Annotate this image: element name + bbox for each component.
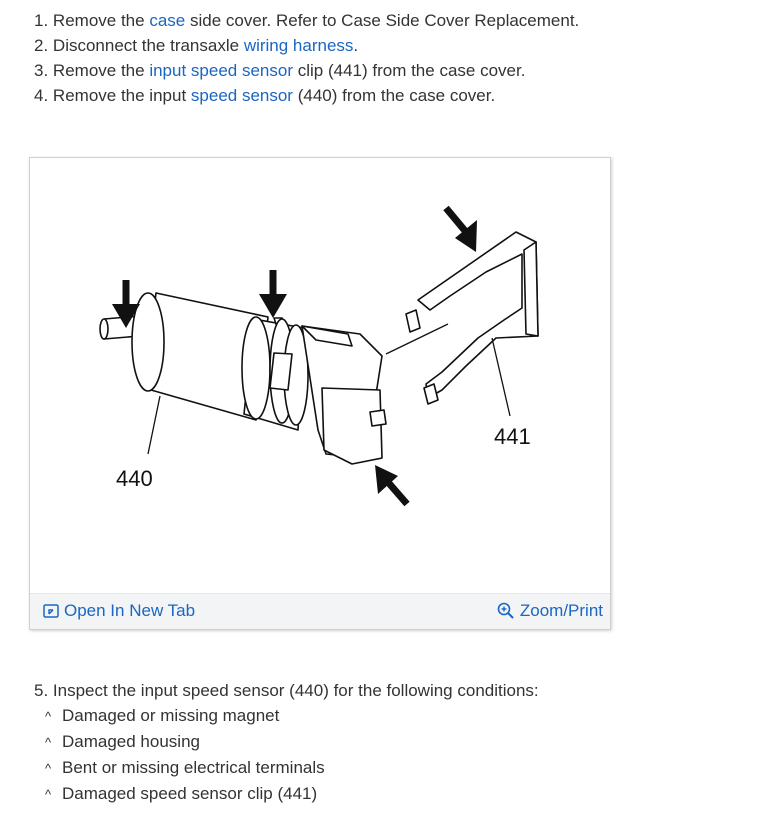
step-2 [34,33,579,58]
caret-marker: ^ [45,709,52,724]
step-text: Disconnect the transaxle [52,36,240,55]
step-text: clip (441) from the case cover. [297,61,526,80]
zoom-print-label: Zoom/Print [519,601,603,620]
case-link[interactable]: case [149,11,186,30]
list-item [34,703,539,729]
condition-text: Damaged speed sensor clip (441) [62,784,318,803]
arrow-icon [446,208,477,252]
zoom-icon [497,602,515,620]
open-tab-label: Open In New Tab [64,601,196,620]
sensor-pin-end [100,319,108,339]
caret-marker: ^ [45,761,52,776]
step-text: Remove the [52,61,145,80]
step-text: . [353,36,359,55]
step-number: 3. [34,61,49,80]
arrow-icon [375,465,407,504]
caret-marker: ^ [45,787,52,802]
step-number: 4. [34,86,49,105]
label-440: 440 [116,466,153,491]
list-item [34,781,539,807]
step-number: 1. [34,11,49,30]
step-text: Remove the input [52,86,187,105]
sensor-clip [418,232,538,398]
inspection-intro: 5. Inspect the input speed sensor (440) for the following conditions: [34,681,539,700]
input-speed-sensor-link[interactable]: input speed sensor [149,61,293,80]
caret-marker: ^ [45,735,52,750]
step-3 [34,58,579,83]
wiring-harness-link[interactable]: wiring harness [243,36,354,55]
label-441: 441 [494,424,531,449]
condition-text: Damaged or missing magnet [62,706,280,725]
sensor-collar-ring [242,317,270,419]
step-4 [34,83,579,108]
condition-list [34,703,539,807]
step-text: (440) from the case cover. [297,86,496,105]
leader-line-440 [148,396,160,454]
condition-text: Bent or missing electrical terminals [62,758,325,777]
leader-line-441 [492,338,510,416]
speed-sensor-link[interactable]: speed sensor [190,86,293,105]
step-number: 2. [34,36,49,55]
condition-text: Damaged housing [62,732,200,751]
step-text: side cover. Refer to Case Side Cover Replacement. [189,11,580,30]
inspection-section [34,678,539,807]
sensor-diagram [30,158,610,594]
figure-toolbar [30,593,610,629]
open-in-new-tab-button[interactable] [43,601,195,621]
open-tab-icon [43,604,59,618]
list-item [34,729,539,755]
step-1 [34,8,579,33]
diagram-figure [29,157,611,630]
instruction-steps [34,8,579,108]
step-text: Remove the [52,11,145,30]
arrow-icon [259,270,287,318]
list-item [34,755,539,781]
zoom-print-button[interactable] [497,601,603,621]
